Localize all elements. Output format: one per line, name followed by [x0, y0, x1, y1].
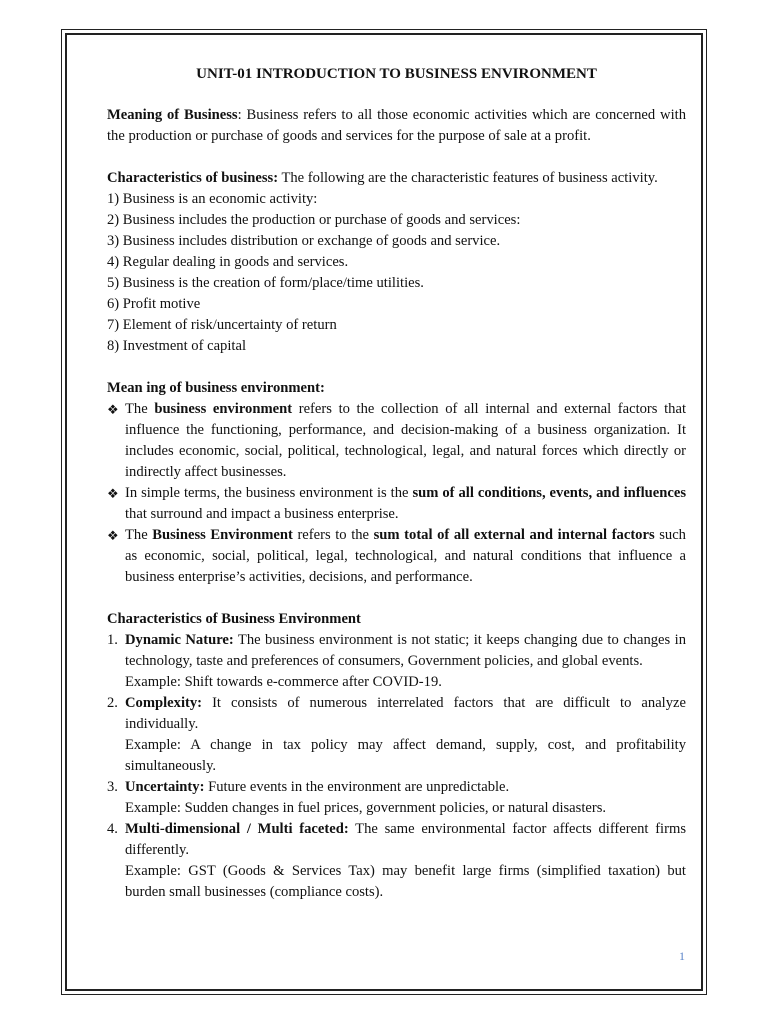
numbered-item: 3. Uncertainty: Future events in the environment are unpredictable. Example: Sudden changes in fuel prices, government policies, or natural disasters.: [107, 777, 686, 819]
list-item: 3) Business includes distribution or exchange of goods and service.: [107, 233, 501, 249]
numbered-item: 1. Dynamic Nature: The business environment is not static; it keeps changing due to changes in technology, taste and preferences of consumers, Government policies, and global events. Example: Shift towards e-commerce after COVID-19.: [107, 630, 686, 693]
meaning-of-business: [107, 105, 686, 147]
document-body: [107, 64, 686, 903]
diamond-bullet-icon: ❖: [107, 402, 119, 417]
characteristics-label: Characteristics of business:: [107, 170, 279, 186]
meaning-label: Meaning of Business: [107, 107, 238, 123]
example-text: Example: Sudden changes in fuel prices, government policies, or natural disasters.: [125, 800, 607, 816]
example-text: Example: A change in tax policy may affect demand, supply, cost, and profitability simultaneously.: [125, 737, 686, 774]
list-item: 1) Business is an economic activity:: [107, 191, 318, 207]
diamond-bullet-icon: ❖: [107, 528, 119, 543]
list-item: 6) Profit motive: [107, 296, 201, 312]
characteristics-text: The following are the characteristic features of business activity.: [278, 170, 658, 186]
env-characteristics-heading: Characteristics of Business Environment: [107, 611, 361, 627]
bullet-item: ❖ In simple terms, the business environment is the sum of all conditions, events, and influences that surround and impact a business enterprise.: [107, 485, 686, 522]
list-item: 2) Business includes the production or purchase of goods and services:: [107, 212, 521, 228]
characteristics-intro: [107, 168, 686, 189]
bullet-item: ❖ The Business Environment refers to the sum total of all external and internal factors such as economic, social, political, legal, technological, and natural conditions that influence a business enterprise’s activities, decisions, and performance.: [107, 527, 686, 585]
example-text: Example: Shift towards e-commerce after COVID-19.: [125, 674, 442, 690]
example-text: Example: GST (Goods & Services Tax) may benefit large firms (simplified taxation) but burden small businesses (compliance costs).: [125, 863, 686, 900]
list-item: 4) Regular dealing in goods and services.: [107, 254, 349, 270]
characteristics-list: [107, 189, 686, 357]
page-number: 1: [679, 949, 685, 963]
diamond-bullet-icon: ❖: [107, 486, 119, 501]
numbered-item: 4. Multi-dimensional / Multi faceted: The same environmental factor affects different firms differently. Example: GST (Goods & Services Tax) may benefit large firms (simplified taxation) but burden small businesses (compliance costs).: [107, 819, 686, 903]
list-item: 5) Business is the creation of form/place/time utilities.: [107, 275, 424, 291]
bullet-item: ❖ The business environment refers to the collection of all internal and external factors that influence the functioning, performance, and decision-making of a business organization. It includes economic, social, political, technological, legal, and natural forces which directly or indirectly affect businesses.: [107, 401, 686, 480]
meaning-text: : Business refers to all those economic activities which are concerned with the production or purchase of goods and services for the purpose of sale at a profit.: [107, 107, 686, 144]
env-meaning-heading: Mean ing of business environment:: [107, 380, 325, 396]
list-item: 7) Element of risk/uncertainty of return: [107, 317, 337, 333]
page-title: UNIT-01 INTRODUCTION TO BUSINESS ENVIRONMENT: [196, 66, 597, 82]
list-item: 8) Investment of capital: [107, 338, 246, 354]
numbered-item: 2. Complexity: It consists of numerous interrelated factors that are difficult to analyze individually. Example: A change in tax policy may affect demand, supply, cost, and profitability simultaneously.: [107, 693, 686, 777]
